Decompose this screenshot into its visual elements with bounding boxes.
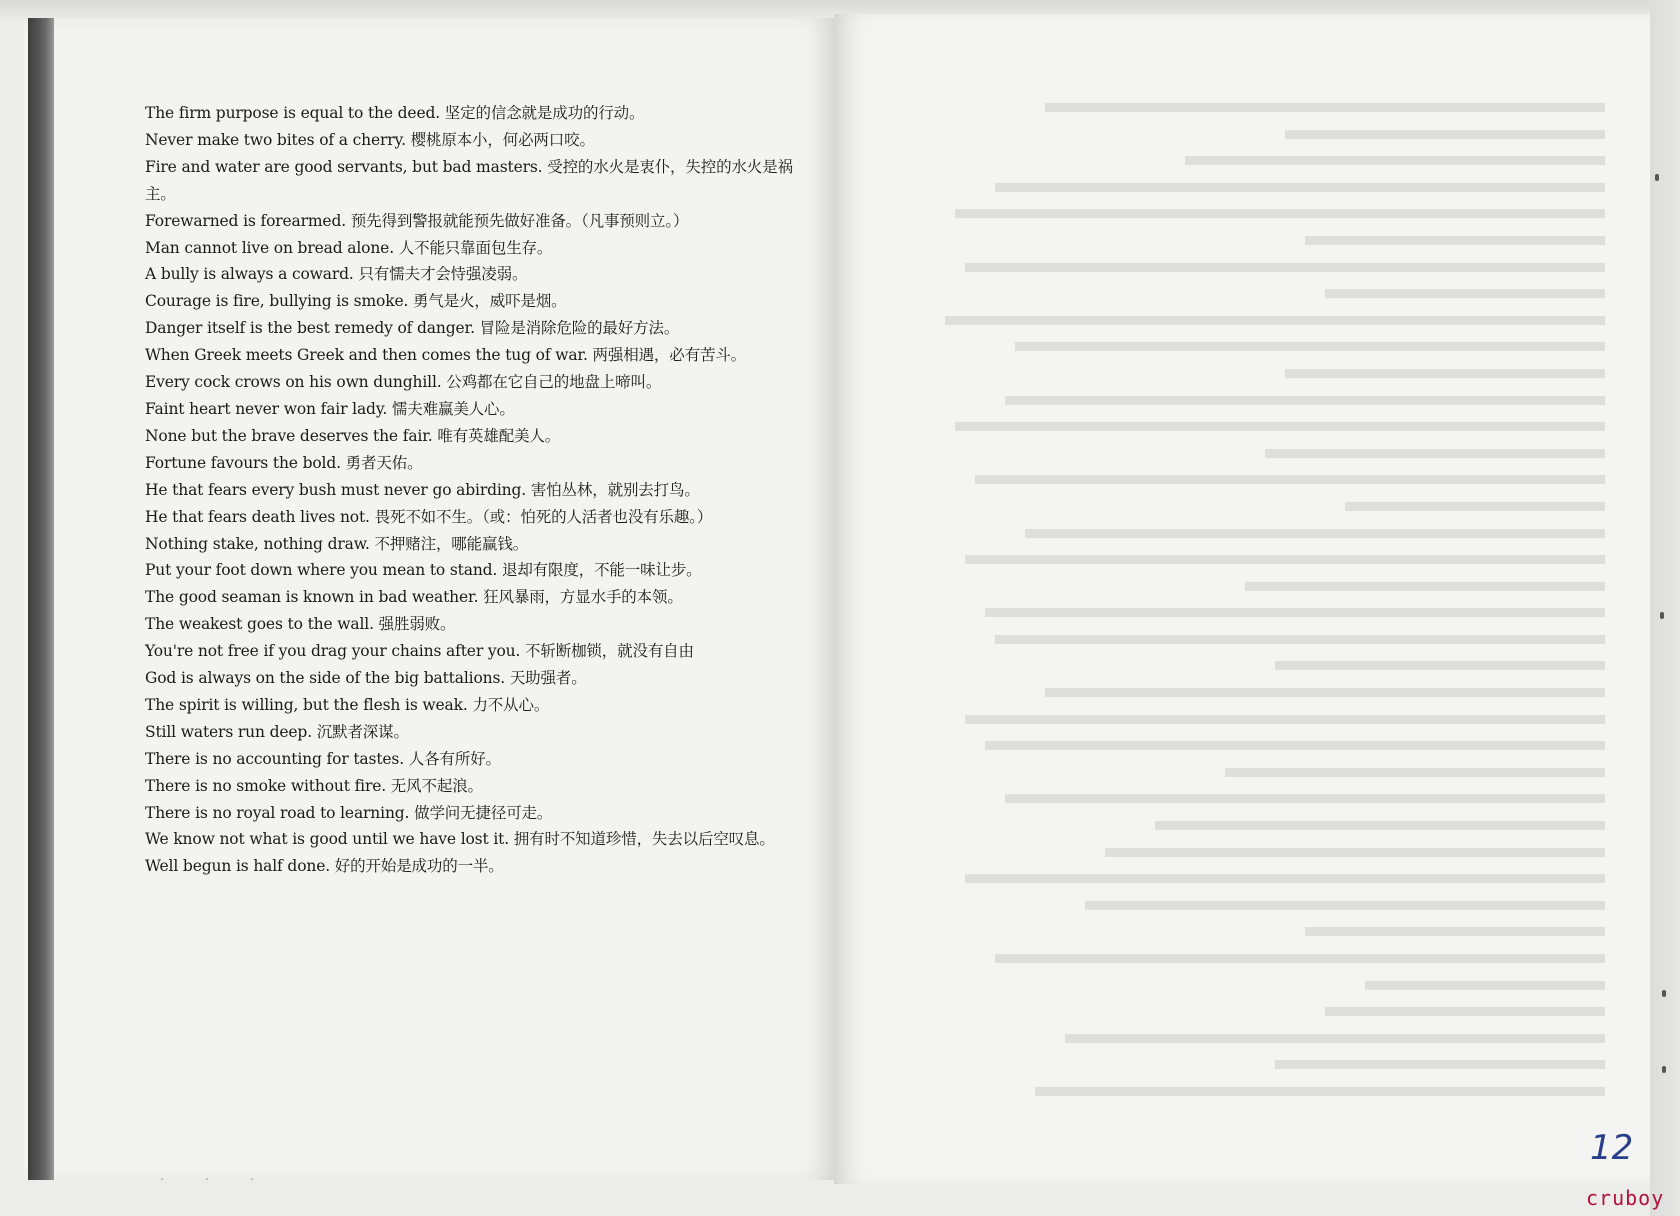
proverb-list xyxy=(145,100,810,880)
bleed-through-text xyxy=(905,94,1605,1105)
handwritten-page-number: 12 xyxy=(1590,1128,1634,1168)
proverb-line: A bully is always a coward. 只有懦夫才会恃强凌弱。 xyxy=(145,265,528,284)
proverb-line: None but the brave deserves the fair. 唯有英雄配美人。 xyxy=(145,426,561,445)
proverb-line: The firm purpose is equal to the deed. 坚定的信念就是成功的行动。 xyxy=(145,104,645,122)
edge-mark xyxy=(1655,174,1659,181)
proverb-line: Still waters run deep. 沉默者深谋。 xyxy=(145,722,409,741)
proverb-line: He that fears death lives not. 畏死不如不生。（或：怕死的人活者也没有乐趣。） xyxy=(145,507,713,526)
proverb-line: God is always on the side of the big battalions. 天助强者。 xyxy=(145,669,587,688)
proverb-line: Fortune favours the bold. 勇者天佑。 xyxy=(145,453,423,472)
proverb-line: When Greek meets Greek and then comes the tug of war. 两强相遇，必有苦斗。 xyxy=(145,346,747,365)
proverb-line: The good seaman is known in bad weather. 狂风暴雨，方显水手的本领。 xyxy=(145,588,683,607)
proverb-line: There is no royal road to learning. 做学问无捷径可走。 xyxy=(145,803,553,822)
proverb-line: The weakest goes to the wall. 强胜弱败。 xyxy=(145,615,456,634)
proverb-line: Man cannot live on bread alone. 人不能只靠面包生存。 xyxy=(145,238,553,257)
proverb-line: Put your foot down where you mean to stand. 退却有限度，不能一味让步。 xyxy=(145,561,702,580)
proverb-line: We know not what is good until we have lost it. 拥有时不知道珍惜，失去以后空叹息。 xyxy=(145,830,775,849)
binding-spine xyxy=(28,18,54,1180)
proverb-line: Never make two bites of a cherry. 樱桃原本小，何必两口咬。 xyxy=(145,130,595,149)
right-page-edge xyxy=(1650,0,1680,1216)
proverb-line: There is no accounting for tastes. 人各有所好。 xyxy=(145,749,501,768)
edge-mark xyxy=(1660,612,1664,619)
proverb-line: Courage is fire, bullying is smoke. 勇气是火，威吓是烟。 xyxy=(145,292,567,311)
watermark: cruboy xyxy=(1586,1186,1665,1210)
proverb-line: Forewarned is forearmed. 预先得到警报就能预先做好准备。（凡事预则立。） xyxy=(145,211,689,230)
proverb-line: You're not free if you drag your chains after you. 不斩断枷锁，就没有自由 xyxy=(145,642,694,661)
proverb-line: Nothing stake, nothing draw. 不押赌注，哪能赢钱。 xyxy=(145,534,529,553)
edge-mark xyxy=(1662,990,1666,997)
bottom-marks: · · · xyxy=(160,1172,273,1188)
proverb-line: There is no smoke without fire. 无风不起浪。 xyxy=(145,776,483,795)
proverb-line: Every cock crows on his own dunghill. 公鸡都在它自己的地盘上啼叫。 xyxy=(145,373,662,392)
proverb-line: Danger itself is the best remedy of danger. 冒险是消除危险的最好方法。 xyxy=(145,319,680,338)
proverb-line: Fire and water are good servants, but bad masters. 受控的水火是衷仆，失控的水火是祸主。 xyxy=(145,157,793,203)
edge-mark xyxy=(1662,1066,1666,1073)
proverb-line: He that fears every bush must never go abirding. 害怕丛林，就别去打鸟。 xyxy=(145,480,700,499)
proverb-line: Faint heart never won fair lady. 懦夫难赢美人心。 xyxy=(145,399,515,418)
proverb-line: Well begun is half done. 好的开始是成功的一半。 xyxy=(145,857,504,876)
proverb-line: The spirit is willing, but the flesh is weak. 力不从心。 xyxy=(145,695,550,714)
